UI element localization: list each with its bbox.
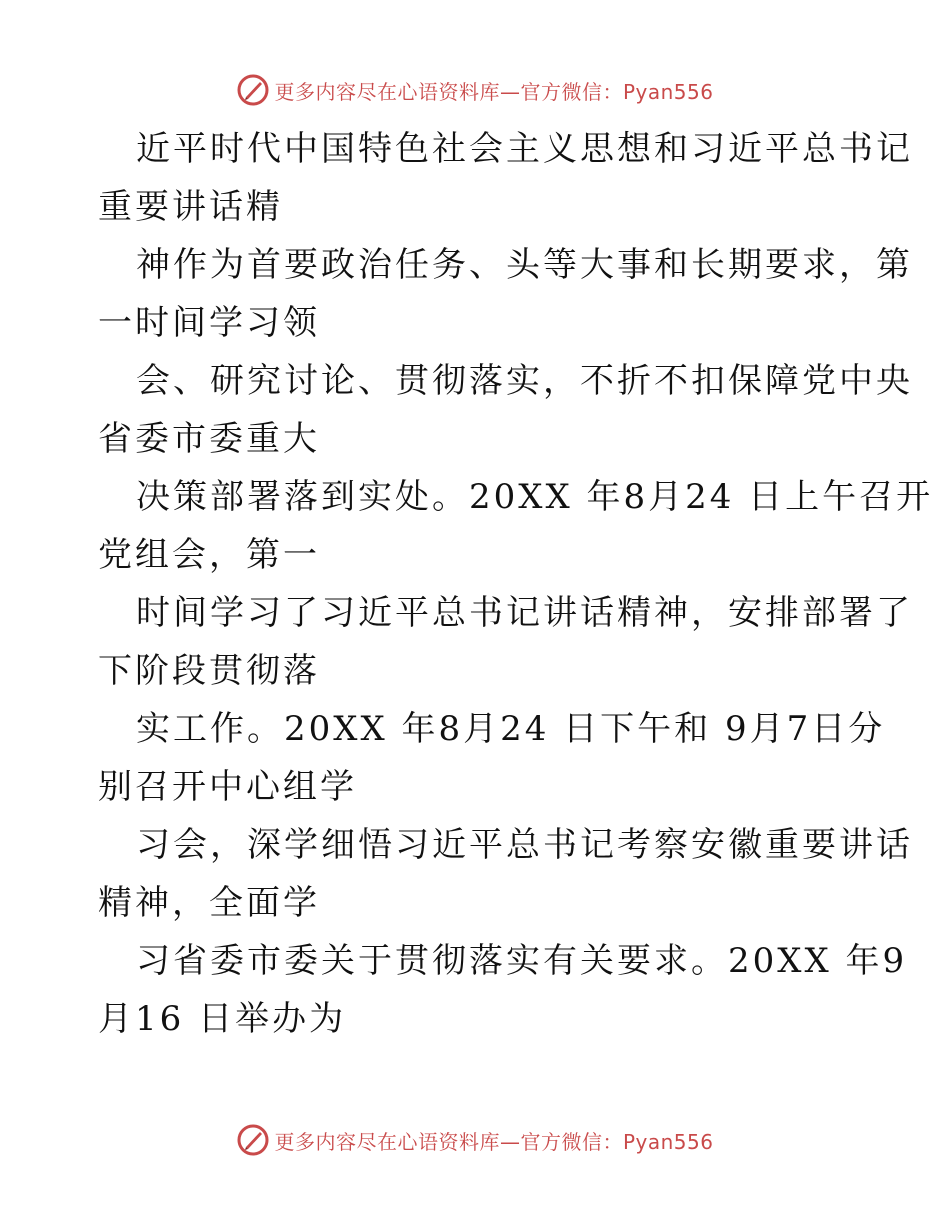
banner-text: 更多内容尽在心语资料库—官方微信：Pyan556 xyxy=(274,79,714,104)
text-line: 习会，深学细悟习近平总书记考察安徽重要讲话 xyxy=(136,825,913,865)
quill-pen-logo-icon xyxy=(236,73,270,107)
text-line: 党组会，第一 xyxy=(98,535,320,575)
text-line: 一时间学习领 xyxy=(98,303,320,343)
footer-banner xyxy=(0,1120,950,1160)
text-line: 近平时代中国特色社会主义思想和习近平总书记 xyxy=(136,129,913,169)
text-line: 习省委市委关于贯彻落实有关要求。20XX 年9 xyxy=(136,941,908,981)
text-line: 会、研究讨论、贯彻落实，不折不扣保障党中央 xyxy=(136,361,913,401)
text-line: 实工作。20XX 年8月24 日下午和 9月7日分 xyxy=(136,709,886,749)
document-body xyxy=(98,120,934,1048)
text-line: 下阶段贯彻落 xyxy=(98,651,320,691)
text-line: 神作为首要政治任务、头等大事和长期要求，第 xyxy=(136,245,913,285)
header-banner xyxy=(0,70,950,110)
banner-text: 更多内容尽在心语资料库—官方微信：Pyan556 xyxy=(274,1129,714,1154)
text-line: 决策部署落到实处。20XX 年8月24 日上午召开 xyxy=(136,477,934,517)
text-line: 省委市委重大 xyxy=(98,419,320,459)
quill-pen-logo-icon xyxy=(236,1123,270,1157)
text-line: 精神，全面学 xyxy=(98,883,320,923)
text-line: 月16 日举办为 xyxy=(98,999,347,1039)
text-line: 重要讲话精 xyxy=(98,187,283,227)
text-line: 别召开中心组学 xyxy=(98,767,357,807)
text-line: 时间学习了习近平总书记讲话精神，安排部署了 xyxy=(136,593,913,633)
